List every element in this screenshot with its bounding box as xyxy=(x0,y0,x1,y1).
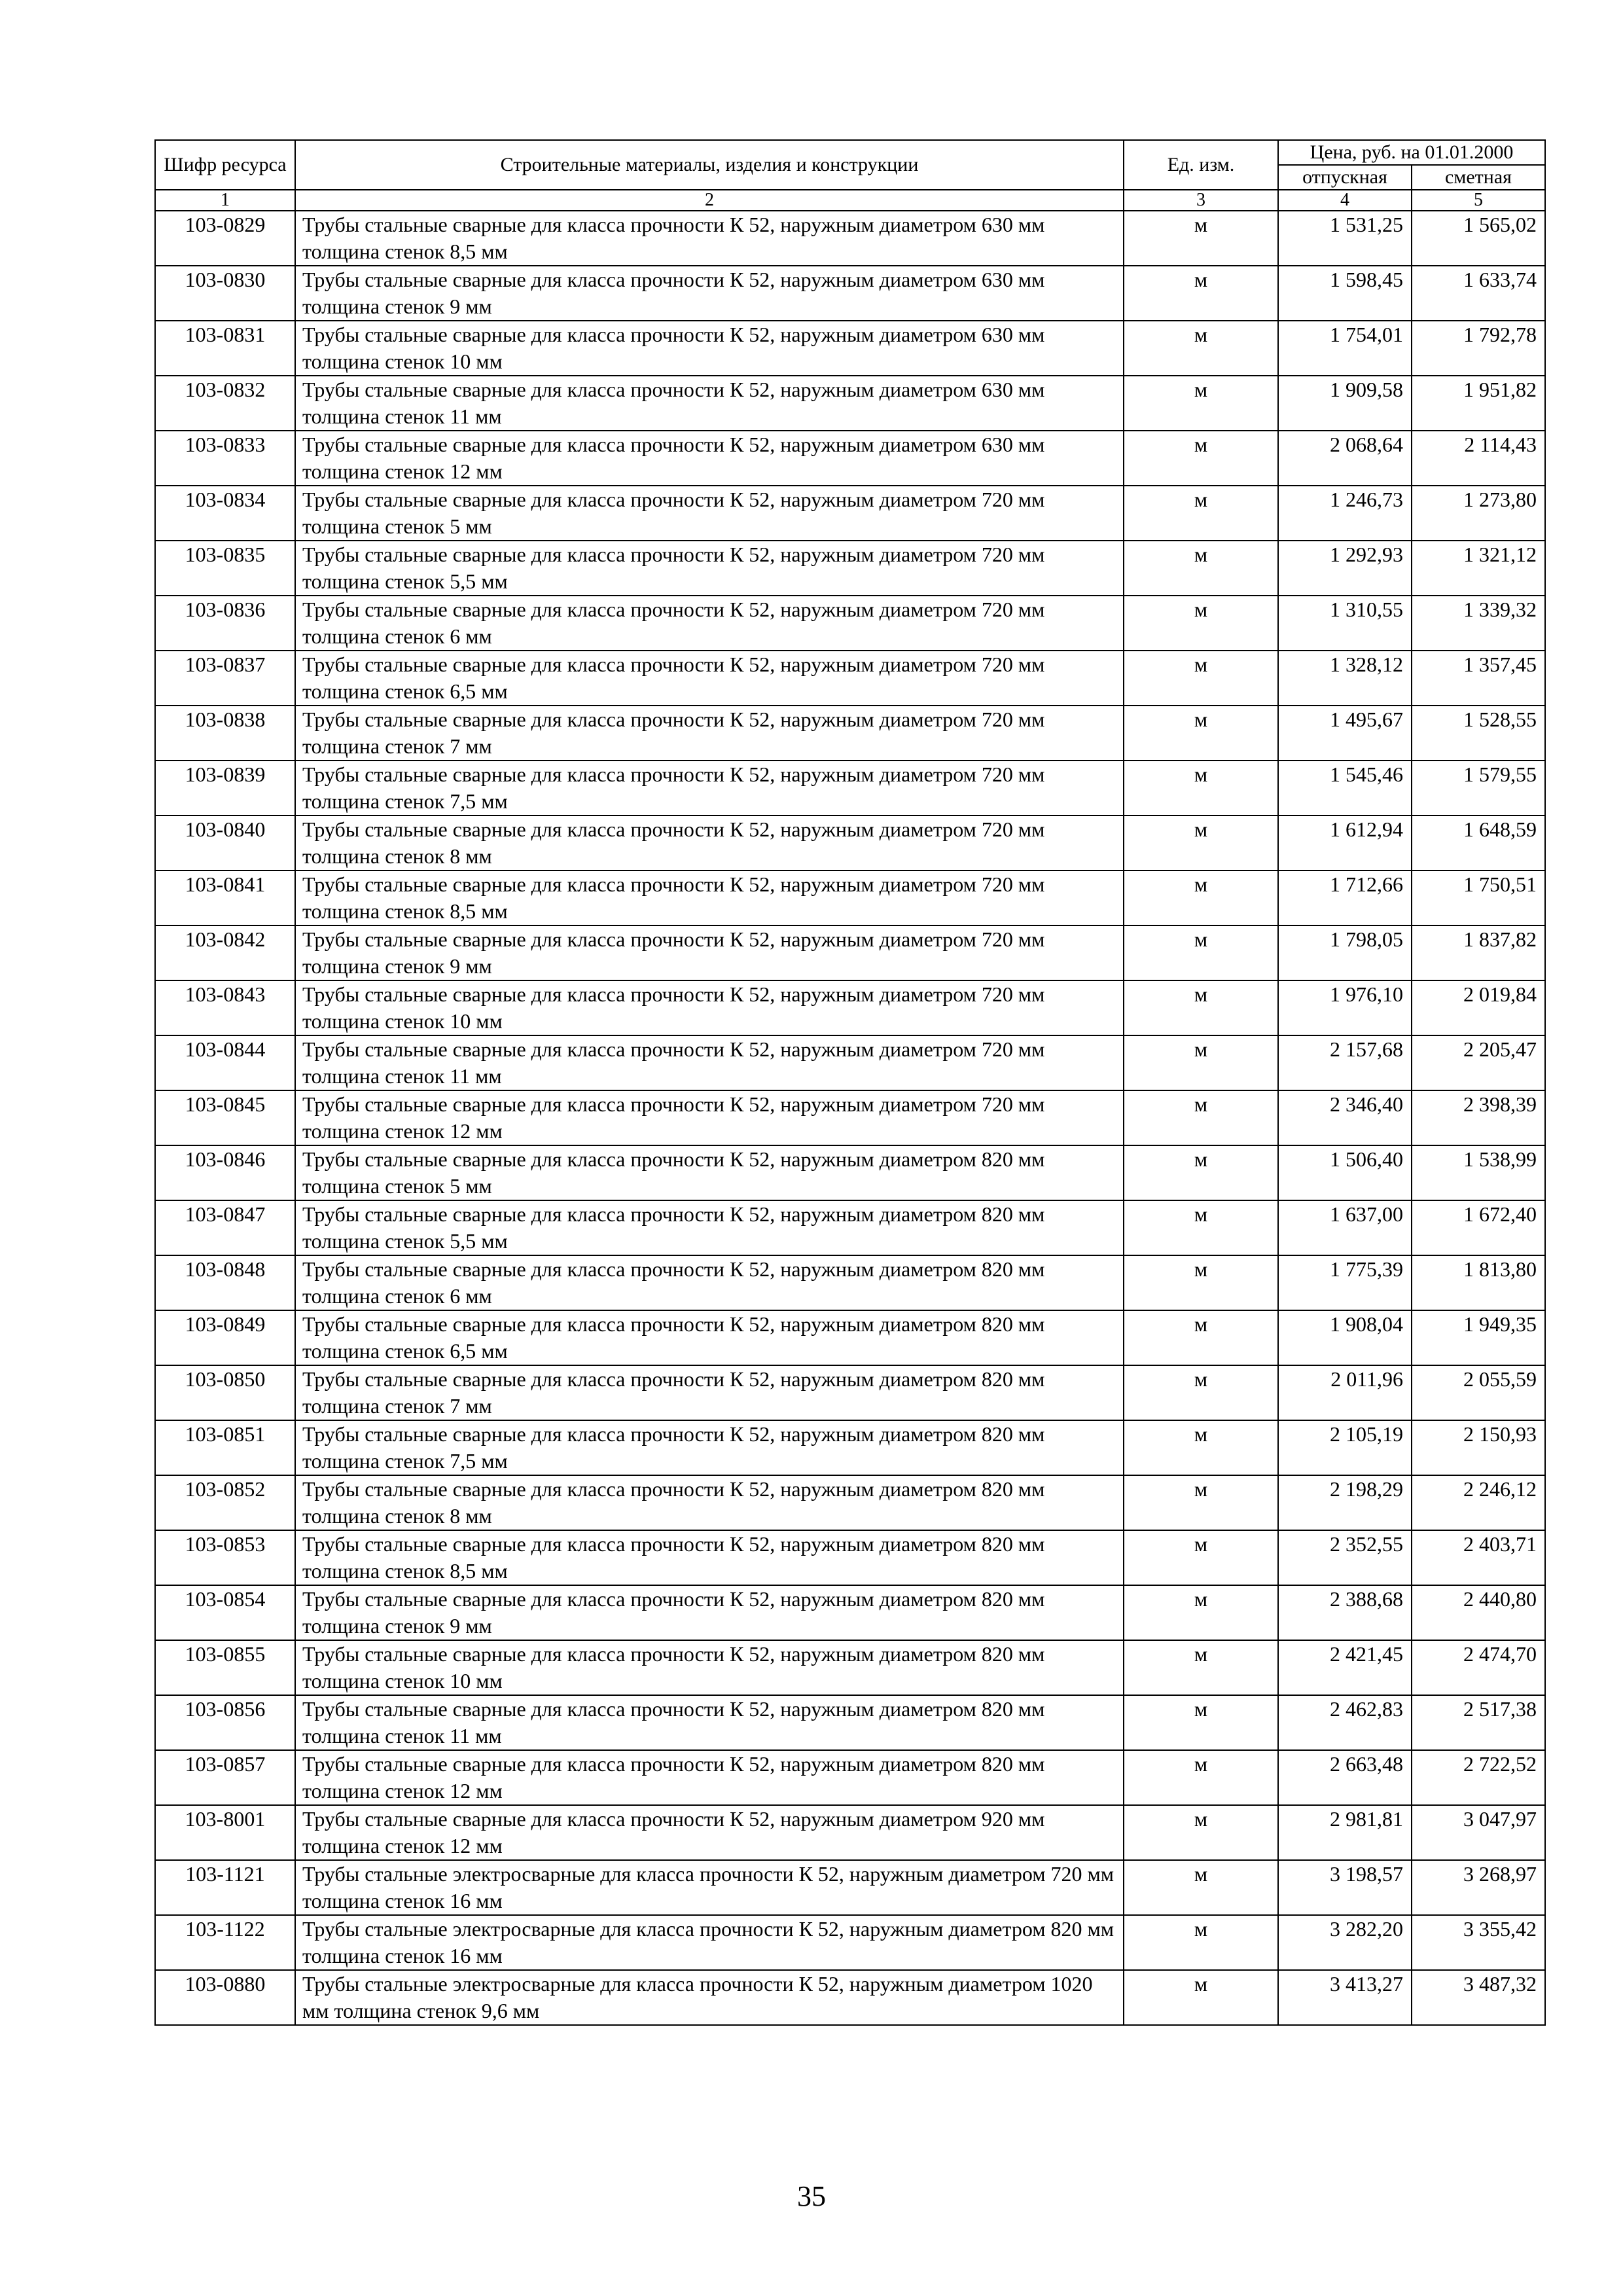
retail-price: 2 981,81 xyxy=(1278,1805,1412,1860)
column-number: 3 xyxy=(1124,190,1278,211)
resource-code: 103-0836 xyxy=(155,596,295,651)
resource-code: 103-0847 xyxy=(155,1200,295,1255)
material-name: Трубы стальные сварные для класса прочности К 52, наружным диаметром 820 мм толщина стенок 5,5 мм xyxy=(295,1200,1124,1255)
retail-price: 1 798,05 xyxy=(1278,925,1412,980)
material-name: Трубы стальные сварные для класса прочности К 52, наружным диаметром 820 мм толщина стенок 6,5 мм xyxy=(295,1310,1124,1365)
estimate-price: 1 339,32 xyxy=(1412,596,1545,651)
resource-code: 103-0856 xyxy=(155,1695,295,1750)
estimate-price: 1 672,40 xyxy=(1412,1200,1545,1255)
unit-cell: м xyxy=(1124,651,1278,706)
estimate-price: 2 474,70 xyxy=(1412,1640,1545,1695)
estimate-price: 1 648,59 xyxy=(1412,816,1545,870)
column-number: 2 xyxy=(295,190,1124,211)
estimate-price: 1 837,82 xyxy=(1412,925,1545,980)
material-name: Трубы стальные сварные для класса прочности К 52, наружным диаметром 820 мм толщина стенок 5 мм xyxy=(295,1145,1124,1200)
table-row xyxy=(155,1970,1545,2025)
estimate-price: 2 722,52 xyxy=(1412,1750,1545,1805)
estimate-price: 3 355,42 xyxy=(1412,1915,1545,1970)
retail-price: 2 105,19 xyxy=(1278,1420,1412,1475)
retail-price: 1 908,04 xyxy=(1278,1310,1412,1365)
resource-code: 103-0834 xyxy=(155,486,295,541)
resource-code: 103-0832 xyxy=(155,376,295,431)
unit-cell: м xyxy=(1124,1805,1278,1860)
retail-price: 3 198,57 xyxy=(1278,1860,1412,1915)
estimate-price: 1 273,80 xyxy=(1412,486,1545,541)
retail-price: 1 545,46 xyxy=(1278,761,1412,816)
estimate-price: 1 565,02 xyxy=(1412,211,1545,266)
retail-price: 3 413,27 xyxy=(1278,1970,1412,2025)
unit-cell: м xyxy=(1124,1255,1278,1310)
unit-cell: м xyxy=(1124,596,1278,651)
column-number: 1 xyxy=(155,190,295,211)
retail-price: 1 246,73 xyxy=(1278,486,1412,541)
estimate-price: 2 398,39 xyxy=(1412,1090,1545,1145)
table-row xyxy=(155,706,1545,761)
retail-price: 1 909,58 xyxy=(1278,376,1412,431)
retail-price: 1 976,10 xyxy=(1278,980,1412,1035)
resource-code: 103-0846 xyxy=(155,1145,295,1200)
retail-price: 1 637,00 xyxy=(1278,1200,1412,1255)
column-number: 4 xyxy=(1278,190,1412,211)
table-row xyxy=(155,1145,1545,1200)
table-row xyxy=(155,1860,1545,1915)
material-name: Трубы стальные сварные для класса прочности К 52, наружным диаметром 630 мм толщина стенок 12 мм xyxy=(295,431,1124,486)
retail-price: 2 068,64 xyxy=(1278,431,1412,486)
table-row xyxy=(155,431,1545,486)
estimate-price: 3 487,32 xyxy=(1412,1970,1545,2025)
material-name: Трубы стальные сварные для класса прочности К 52, наружным диаметром 630 мм толщина стенок 10 мм xyxy=(295,321,1124,376)
table-row xyxy=(155,376,1545,431)
estimate-price: 1 579,55 xyxy=(1412,761,1545,816)
unit-cell: м xyxy=(1124,541,1278,596)
unit-cell: м xyxy=(1124,1640,1278,1695)
resource-code: 103-0857 xyxy=(155,1750,295,1805)
estimate-price: 1 750,51 xyxy=(1412,870,1545,925)
resource-code: 103-0830 xyxy=(155,266,295,321)
table-row xyxy=(155,486,1545,541)
material-name: Трубы стальные сварные для класса прочности К 52, наружным диаметром 720 мм толщина стенок 8,5 мм xyxy=(295,870,1124,925)
material-name: Трубы стальные сварные для класса прочности К 52, наружным диаметром 720 мм толщина стенок 9 мм xyxy=(295,925,1124,980)
unit-cell: м xyxy=(1124,1585,1278,1640)
resource-code: 103-0853 xyxy=(155,1530,295,1585)
estimate-price: 2 019,84 xyxy=(1412,980,1545,1035)
table-row xyxy=(155,541,1545,596)
retail-price: 2 352,55 xyxy=(1278,1530,1412,1585)
unit-cell: м xyxy=(1124,486,1278,541)
retail-price: 1 328,12 xyxy=(1278,651,1412,706)
estimate-price: 1 813,80 xyxy=(1412,1255,1545,1310)
resource-code: 103-0841 xyxy=(155,870,295,925)
unit-cell: м xyxy=(1124,925,1278,980)
retail-price: 1 310,55 xyxy=(1278,596,1412,651)
unit-cell: м xyxy=(1124,706,1278,761)
table-row xyxy=(155,321,1545,376)
estimate-price: 2 205,47 xyxy=(1412,1035,1545,1090)
unit-cell: м xyxy=(1124,376,1278,431)
estimate-price: 2 114,43 xyxy=(1412,431,1545,486)
estimate-price: 1 951,82 xyxy=(1412,376,1545,431)
material-name: Трубы стальные сварные для класса прочности К 52, наружным диаметром 820 мм толщина стенок 7 мм xyxy=(295,1365,1124,1420)
retail-price: 2 388,68 xyxy=(1278,1585,1412,1640)
estimate-price: 2 517,38 xyxy=(1412,1695,1545,1750)
retail-price: 2 011,96 xyxy=(1278,1365,1412,1420)
table-row xyxy=(155,925,1545,980)
table-row xyxy=(155,266,1545,321)
material-name: Трубы стальные сварные для класса прочности К 52, наружным диаметром 820 мм толщина стенок 9 мм xyxy=(295,1585,1124,1640)
unit-cell: м xyxy=(1124,1750,1278,1805)
material-name: Трубы стальные сварные для класса прочности К 52, наружным диаметром 720 мм толщина стенок 10 мм xyxy=(295,980,1124,1035)
resource-code: 103-0880 xyxy=(155,1970,295,2025)
table-row xyxy=(155,1585,1545,1640)
estimate-price: 1 633,74 xyxy=(1412,266,1545,321)
retail-price: 3 282,20 xyxy=(1278,1915,1412,1970)
table-row xyxy=(155,211,1545,266)
price-table xyxy=(154,139,1546,2026)
unit-cell: м xyxy=(1124,211,1278,266)
resource-code: 103-0845 xyxy=(155,1090,295,1145)
table-row xyxy=(155,596,1545,651)
retail-price: 2 157,68 xyxy=(1278,1035,1412,1090)
header-code: Шифр ресурса xyxy=(155,140,295,190)
unit-cell: м xyxy=(1124,870,1278,925)
retail-price: 1 531,25 xyxy=(1278,211,1412,266)
unit-cell: м xyxy=(1124,1860,1278,1915)
unit-cell: м xyxy=(1124,1145,1278,1200)
estimate-price: 3 047,97 xyxy=(1412,1805,1545,1860)
table-row xyxy=(155,1200,1545,1255)
estimate-price: 2 150,93 xyxy=(1412,1420,1545,1475)
resource-code: 103-1121 xyxy=(155,1860,295,1915)
material-name: Трубы стальные сварные для класса прочности К 52, наружным диаметром 630 мм толщина стенок 11 мм xyxy=(295,376,1124,431)
resource-code: 103-0855 xyxy=(155,1640,295,1695)
table-row xyxy=(155,1750,1545,1805)
estimate-price: 1 357,45 xyxy=(1412,651,1545,706)
header-estimate: сметная xyxy=(1412,165,1545,190)
resource-code: 103-0848 xyxy=(155,1255,295,1310)
table-row xyxy=(155,1035,1545,1090)
resource-code: 103-0839 xyxy=(155,761,295,816)
table-header xyxy=(155,140,1545,211)
material-name: Трубы стальные сварные для класса прочности К 52, наружным диаметром 720 мм толщина стенок 7 мм xyxy=(295,706,1124,761)
resource-code: 103-1122 xyxy=(155,1915,295,1970)
header-name: Строительные материалы, изделия и конструкции xyxy=(295,140,1124,190)
resource-code: 103-0844 xyxy=(155,1035,295,1090)
table-row xyxy=(155,1640,1545,1695)
unit-cell: м xyxy=(1124,1200,1278,1255)
estimate-price: 1 792,78 xyxy=(1412,321,1545,376)
estimate-price: 3 268,97 xyxy=(1412,1860,1545,1915)
resource-code: 103-0854 xyxy=(155,1585,295,1640)
header-unit: Ед. изм. xyxy=(1124,140,1278,190)
header-retail: отпускная xyxy=(1278,165,1412,190)
column-numbers-row xyxy=(155,190,1545,211)
unit-cell: м xyxy=(1124,980,1278,1035)
resource-code: 103-0850 xyxy=(155,1365,295,1420)
table-row xyxy=(155,1530,1545,1585)
retail-price: 2 462,83 xyxy=(1278,1695,1412,1750)
material-name: Трубы стальные сварные для класса прочности К 52, наружным диаметром 820 мм толщина стенок 11 мм xyxy=(295,1695,1124,1750)
unit-cell: м xyxy=(1124,816,1278,870)
material-name: Трубы стальные сварные для класса прочности К 52, наружным диаметром 820 мм толщина стенок 7,5 мм xyxy=(295,1420,1124,1475)
material-name: Трубы стальные сварные для класса прочности К 52, наружным диаметром 820 мм толщина стенок 10 мм xyxy=(295,1640,1124,1695)
resource-code: 103-0831 xyxy=(155,321,295,376)
table-row xyxy=(155,651,1545,706)
unit-cell: м xyxy=(1124,431,1278,486)
unit-cell: м xyxy=(1124,1365,1278,1420)
resource-code: 103-0849 xyxy=(155,1310,295,1365)
unit-cell: м xyxy=(1124,1475,1278,1530)
retail-price: 1 612,94 xyxy=(1278,816,1412,870)
retail-price: 1 292,93 xyxy=(1278,541,1412,596)
table-row xyxy=(155,1365,1545,1420)
retail-price: 2 663,48 xyxy=(1278,1750,1412,1805)
material-name: Трубы стальные сварные для класса прочности К 52, наружным диаметром 820 мм толщина стенок 8,5 мм xyxy=(295,1530,1124,1585)
table-row xyxy=(155,1915,1545,1970)
estimate-price: 1 538,99 xyxy=(1412,1145,1545,1200)
retail-price: 2 346,40 xyxy=(1278,1090,1412,1145)
resource-code: 103-0852 xyxy=(155,1475,295,1530)
retail-price: 1 495,67 xyxy=(1278,706,1412,761)
resource-code: 103-0840 xyxy=(155,816,295,870)
table-row xyxy=(155,1090,1545,1145)
column-number: 5 xyxy=(1412,190,1545,211)
unit-cell: м xyxy=(1124,761,1278,816)
estimate-price: 2 055,59 xyxy=(1412,1365,1545,1420)
resource-code: 103-0838 xyxy=(155,706,295,761)
material-name: Трубы стальные сварные для класса прочности К 52, наружным диаметром 630 мм толщина стенок 8,5 мм xyxy=(295,211,1124,266)
unit-cell: м xyxy=(1124,1420,1278,1475)
resource-code: 103-0835 xyxy=(155,541,295,596)
material-name: Трубы стальные сварные для класса прочности К 52, наружным диаметром 720 мм толщина стенок 11 мм xyxy=(295,1035,1124,1090)
material-name: Трубы стальные сварные для класса прочности К 52, наружным диаметром 820 мм толщина стенок 12 мм xyxy=(295,1750,1124,1805)
resource-code: 103-0842 xyxy=(155,925,295,980)
material-name: Трубы стальные сварные для класса прочности К 52, наружным диаметром 720 мм толщина стенок 5,5 мм xyxy=(295,541,1124,596)
retail-price: 2 198,29 xyxy=(1278,1475,1412,1530)
estimate-price: 2 403,71 xyxy=(1412,1530,1545,1585)
material-name: Трубы стальные электросварные для класса прочности К 52, наружным диаметром 1020 мм толщина стенок 9,6 мм xyxy=(295,1970,1124,2025)
unit-cell: м xyxy=(1124,321,1278,376)
unit-cell: м xyxy=(1124,266,1278,321)
material-name: Трубы стальные сварные для класса прочности К 52, наружным диаметром 920 мм толщина стенок 12 мм xyxy=(295,1805,1124,1860)
material-name: Трубы стальные сварные для класса прочности К 52, наружным диаметром 720 мм толщина стенок 6 мм xyxy=(295,596,1124,651)
table-row xyxy=(155,1475,1545,1530)
retail-price: 1 775,39 xyxy=(1278,1255,1412,1310)
retail-price: 2 421,45 xyxy=(1278,1640,1412,1695)
page-number: 35 xyxy=(797,2180,826,2212)
table-row xyxy=(155,1310,1545,1365)
material-name: Трубы стальные сварные для класса прочности К 52, наружным диаметром 720 мм толщина стенок 6,5 мм xyxy=(295,651,1124,706)
resource-code: 103-0833 xyxy=(155,431,295,486)
material-name: Трубы стальные электросварные для класса прочности К 52, наружным диаметром 820 мм толщина стенок 16 мм xyxy=(295,1915,1124,1970)
material-name: Трубы стальные сварные для класса прочности К 52, наружным диаметром 820 мм толщина стенок 6 мм xyxy=(295,1255,1124,1310)
estimate-price: 1 949,35 xyxy=(1412,1310,1545,1365)
material-name: Трубы стальные сварные для класса прочности К 52, наружным диаметром 820 мм толщина стенок 8 мм xyxy=(295,1475,1124,1530)
table-row xyxy=(155,870,1545,925)
resource-code: 103-0829 xyxy=(155,211,295,266)
table-row xyxy=(155,980,1545,1035)
resource-code: 103-0851 xyxy=(155,1420,295,1475)
table-row xyxy=(155,761,1545,816)
table-body xyxy=(155,211,1545,2025)
unit-cell: м xyxy=(1124,1090,1278,1145)
table-row xyxy=(155,1805,1545,1860)
retail-price: 1 712,66 xyxy=(1278,870,1412,925)
unit-cell: м xyxy=(1124,1310,1278,1365)
material-name: Трубы стальные сварные для класса прочности К 52, наружным диаметром 720 мм толщина стенок 8 мм xyxy=(295,816,1124,870)
resource-code: 103-0843 xyxy=(155,980,295,1035)
unit-cell: м xyxy=(1124,1915,1278,1970)
table-row xyxy=(155,1695,1545,1750)
material-name: Трубы стальные сварные для класса прочности К 52, наружным диаметром 720 мм толщина стенок 7,5 мм xyxy=(295,761,1124,816)
unit-cell: м xyxy=(1124,1530,1278,1585)
header-price: Цена, руб. на 01.01.2000 xyxy=(1278,140,1545,165)
retail-price: 1 598,45 xyxy=(1278,266,1412,321)
table-row xyxy=(155,1420,1545,1475)
unit-cell: м xyxy=(1124,1695,1278,1750)
estimate-price: 1 321,12 xyxy=(1412,541,1545,596)
retail-price: 1 506,40 xyxy=(1278,1145,1412,1200)
estimate-price: 2 440,80 xyxy=(1412,1585,1545,1640)
unit-cell: м xyxy=(1124,1035,1278,1090)
estimate-price: 2 246,12 xyxy=(1412,1475,1545,1530)
table-row xyxy=(155,1255,1545,1310)
material-name: Трубы стальные сварные для класса прочности К 52, наружным диаметром 720 мм толщина стенок 5 мм xyxy=(295,486,1124,541)
estimate-price: 1 528,55 xyxy=(1412,706,1545,761)
material-name: Трубы стальные сварные для класса прочности К 52, наружным диаметром 630 мм толщина стенок 9 мм xyxy=(295,266,1124,321)
table-row xyxy=(155,816,1545,870)
unit-cell: м xyxy=(1124,1970,1278,2025)
retail-price: 1 754,01 xyxy=(1278,321,1412,376)
material-name: Трубы стальные электросварные для класса прочности К 52, наружным диаметром 720 мм толщина стенок 16 мм xyxy=(295,1860,1124,1915)
resource-code: 103-0837 xyxy=(155,651,295,706)
resource-code: 103-8001 xyxy=(155,1805,295,1860)
material-name: Трубы стальные сварные для класса прочности К 52, наружным диаметром 720 мм толщина стенок 12 мм xyxy=(295,1090,1124,1145)
